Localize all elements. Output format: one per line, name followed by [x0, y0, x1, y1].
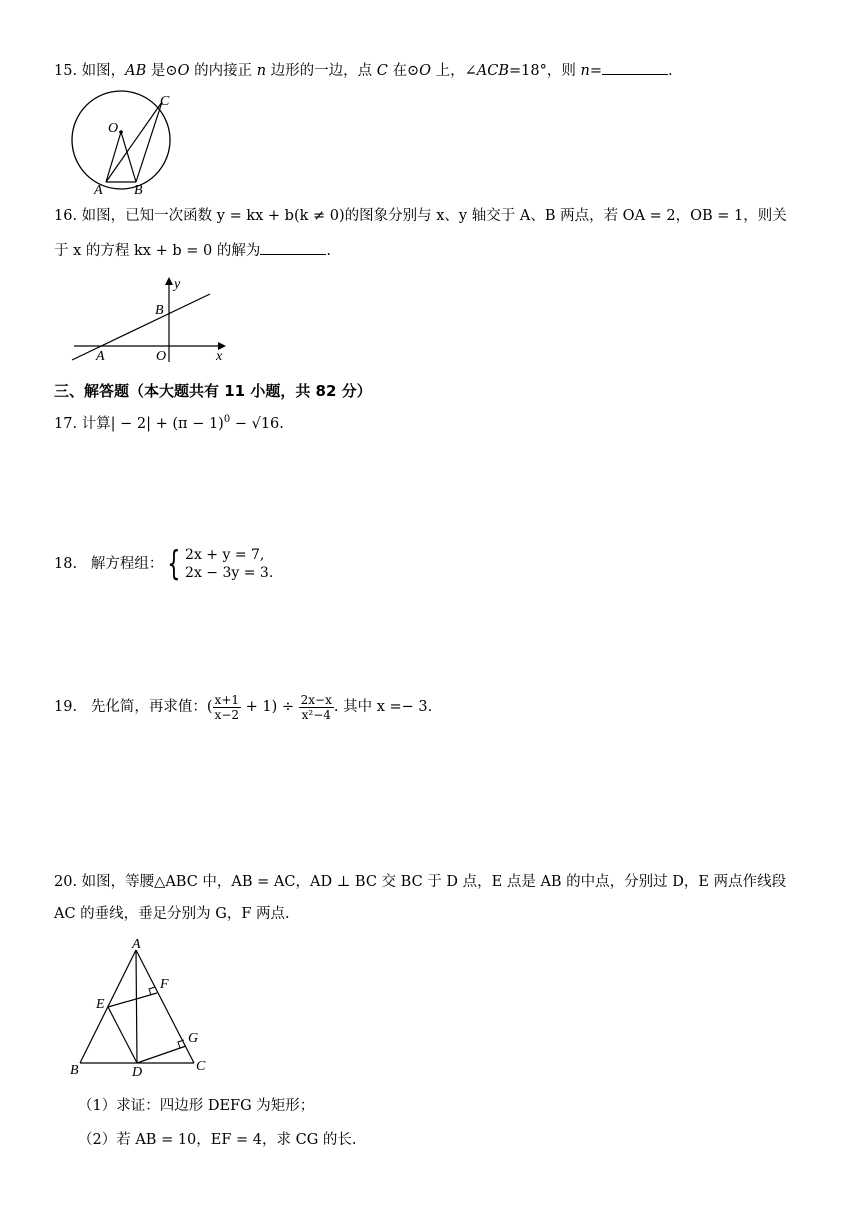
- label-b: B: [70, 1063, 79, 1078]
- q15-math: n: [256, 63, 267, 79]
- question-15: [54, 60, 673, 81]
- q19-tail: . 其中 x =− 3.: [333, 699, 433, 715]
- label-b: B: [134, 183, 143, 198]
- q15-math: O: [419, 63, 432, 79]
- segment-ac: [106, 102, 162, 182]
- label-o: O: [108, 121, 119, 136]
- fraction-1-numerator: x+1: [214, 692, 240, 707]
- segment-oa: [106, 132, 121, 182]
- label-y: y: [174, 277, 181, 292]
- q17-expression-tail: − √16.: [230, 415, 284, 432]
- label-a: A: [132, 937, 141, 952]
- label-c: C: [196, 1059, 206, 1074]
- label-o: O: [156, 349, 167, 364]
- q20-number: 20.: [54, 874, 78, 890]
- label-g: G: [188, 1031, 199, 1046]
- q15-text: .: [667, 63, 673, 79]
- q15-math: ACB: [476, 63, 510, 79]
- segment-ed: [108, 1007, 137, 1063]
- q15-text: 如图，: [81, 63, 126, 79]
- q20-part-1: （1）求证：四边形 DEFG 为矩形；: [78, 1098, 315, 1114]
- equation-1: 2x + y = 7,: [185, 547, 265, 563]
- label-a: A: [96, 349, 105, 364]
- q15-math: C: [376, 63, 388, 79]
- q15-text: =: [589, 63, 602, 79]
- segment-bc: [136, 102, 162, 182]
- q15-number: 15.: [54, 63, 78, 79]
- question-17: [54, 410, 284, 434]
- label-b: B: [155, 303, 164, 318]
- label-x: x: [216, 349, 223, 364]
- answer-blank[interactable]: [602, 60, 668, 75]
- q17-number: 17.: [54, 415, 78, 432]
- equation-2: 2x − 3y = 3.: [185, 565, 274, 581]
- label-f: F: [160, 977, 169, 992]
- label-e: E: [96, 997, 105, 1012]
- q16-number: 16.: [54, 208, 78, 224]
- segment-ef: [108, 993, 157, 1007]
- question-18: [54, 544, 273, 584]
- q15-text: 是⊙: [146, 63, 178, 79]
- question-16-line2: [54, 240, 331, 261]
- q15-text: 在⊙: [387, 63, 420, 79]
- q20-part-2: （2）若 AB = 10，EF = 4，求 CG 的长.: [78, 1132, 357, 1148]
- fraction-1: [213, 693, 241, 722]
- brace-icon: {: [167, 544, 181, 584]
- q19-operator: + 1) ÷: [241, 699, 299, 715]
- section-heading: 三、解答题（本大题共有 11 小题，共 82 分）: [54, 382, 372, 400]
- question-19: [54, 690, 432, 724]
- q16-text-line2: 于 x 的方程 kx + b = 0 的解为: [54, 243, 261, 259]
- triangle-figure: [64, 936, 224, 1078]
- q16-text-line1: 如图，已知一次函数 y = kx + b(k ≠ 0)的图象分别与 x、y 轴交于 A、B 两点，若 OA = 2，OB = 1，则关: [81, 208, 787, 224]
- q17-exponent: 0: [223, 414, 231, 425]
- q15-math: n: [580, 63, 590, 79]
- q18-number: 18.: [54, 556, 78, 572]
- fraction-1-denominator: x−2: [214, 707, 240, 722]
- segment-dg: [137, 1046, 186, 1063]
- fraction-2-numerator: 2x−x: [300, 692, 332, 707]
- label-d: D: [132, 1065, 143, 1078]
- question-20: [54, 872, 786, 892]
- q19-number: 19.: [54, 699, 78, 715]
- q16-text: .: [326, 243, 331, 259]
- linear-function-figure: [66, 272, 236, 370]
- q15-math: AB: [125, 63, 147, 79]
- q18-label: 解方程组：: [90, 556, 164, 572]
- question-16: [54, 206, 787, 226]
- circle-o: [72, 91, 170, 189]
- q15-text: 的内接正: [189, 63, 257, 79]
- center-point: [119, 130, 123, 134]
- q20-text-line1: 如图，等腰△ABC 中，AB = AC，AD ⊥ BC 交 BC 于 D 点，E 点是 AB 的中点，分别过 D，E 两点作线段: [81, 874, 787, 890]
- equation-system: [185, 546, 273, 582]
- q15-text: 边形的一边，点: [266, 63, 377, 79]
- segment-ad: [136, 950, 137, 1063]
- q15-math: O: [177, 63, 190, 79]
- question-20-line2: AC 的垂线，垂足分别为 G，F 两点.: [54, 906, 290, 922]
- q17-expression: 计算| − 2| + (π − 1): [81, 415, 224, 432]
- y-axis-arrow: [165, 277, 173, 285]
- label-c: C: [160, 94, 170, 109]
- q15-text: =18°，则: [509, 63, 581, 79]
- circle-figure: [66, 90, 186, 200]
- answer-blank[interactable]: [260, 240, 326, 255]
- fraction-2: [299, 693, 334, 722]
- fraction-2-denominator: x²−4: [301, 707, 331, 722]
- label-a: A: [94, 183, 103, 198]
- function-line: [72, 294, 210, 360]
- q15-text: 上，∠: [431, 63, 477, 79]
- q19-label: 先化简，再求值：(: [90, 699, 213, 715]
